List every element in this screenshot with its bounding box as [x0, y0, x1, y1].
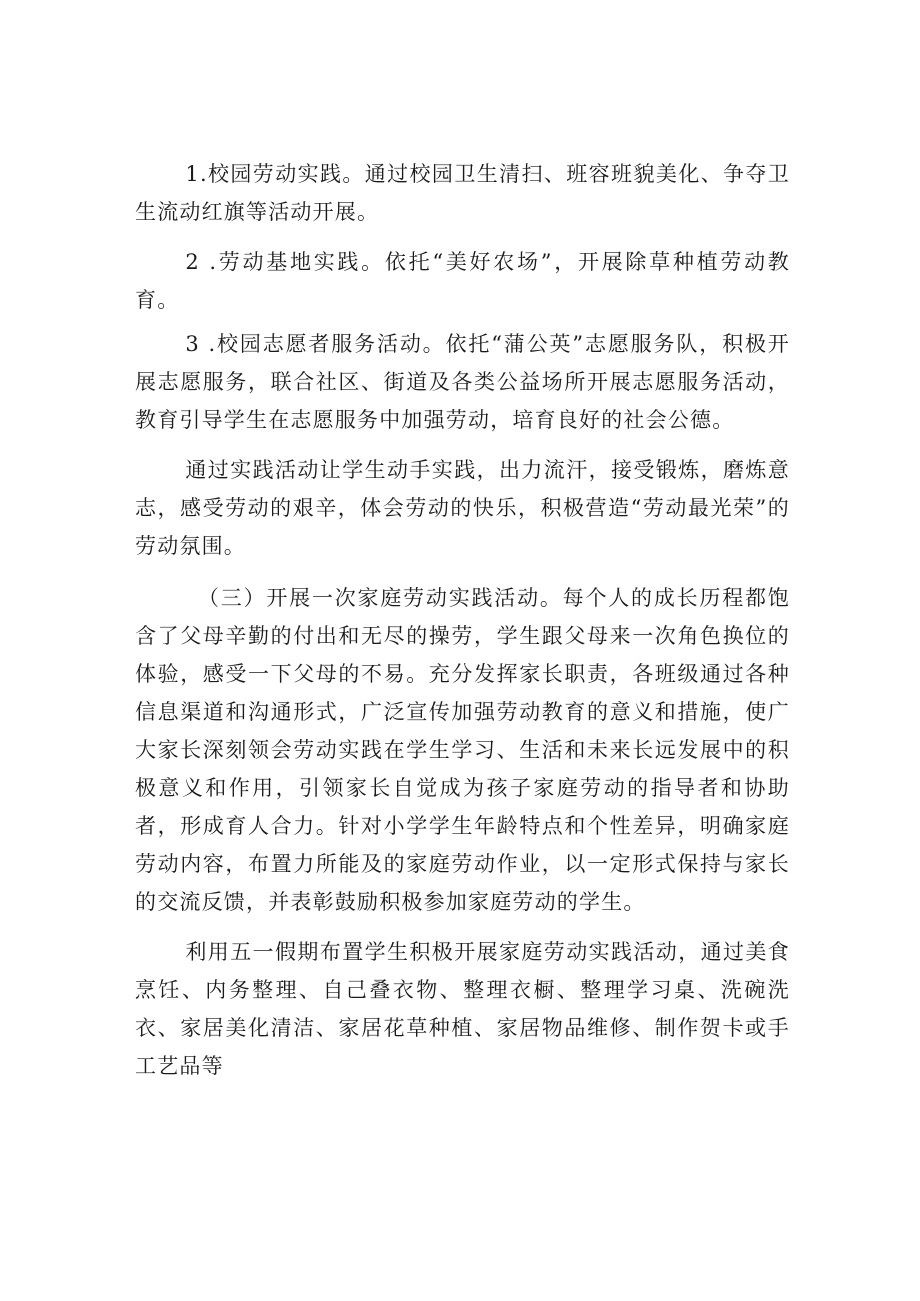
paragraph-may-day-activities: 利用五一假期布置学生积极开展家庭劳动实践活动，通过美食烹饪、内务整理、自己叠衣物、整理衣橱、整理学习桌、洗碗洗衣、家居美化清洁、家居花草种植、家居物品维修、制作贺卡或手工艺品等: [135, 940, 790, 1078]
paragraph-volunteer-service: 3 .校园志愿者服务活动。依托“蒲公英”志愿服务队，积极开展志愿服务，联合社区、街道及各类公益场所开展志愿服务活动，教育引导学生在志愿服务中加强劳动，培育良好的社会公德。: [135, 332, 790, 432]
document-body: [135, 155, 790, 1085]
paragraph-family-labor: （三）开展一次家庭劳动实践活动。每个人的成长历程都饱含了父母辛勤的付出和无尽的操劳，学生跟父母来一次角色换位的体验，感受一下父母的不易。充分发挥家长职责，各班级通过各种信息渠道和沟通形式，广泛宣传加强劳动教育的意义和措施，使广大家长深刻领会劳动实践在学生学习、生活和未来长远发展中的积极意义和作用，引领家长自觉成为孩子家庭劳动的指导者和协助者，形成育人合力。针对小学学生年龄特点和个性差异，明确家庭劳动内容，布置力所能及的家庭劳动作业，以一定形式保持与家长的交流反馈，并表彰鼓励积极参加家庭劳动的学生。: [135, 586, 790, 914]
paragraph-labor-base: 2 .劳动基地实践。依托“美好农场”，开展除草种植劳动教育。: [135, 250, 790, 312]
paragraph-practice-summary: 通过实践活动让学生动手实践，出力流汗，接受锻炼，磨炼意志，感受劳动的艰辛，体会劳动的快乐，积极营造“劳动最光荣”的劳动氛围。: [135, 458, 790, 558]
paragraph-campus-labor: 1.校园劳动实践。通过校园卫生清扫、班容班貌美化、争夺卫生流动红旗等活动开展。: [135, 162, 790, 224]
